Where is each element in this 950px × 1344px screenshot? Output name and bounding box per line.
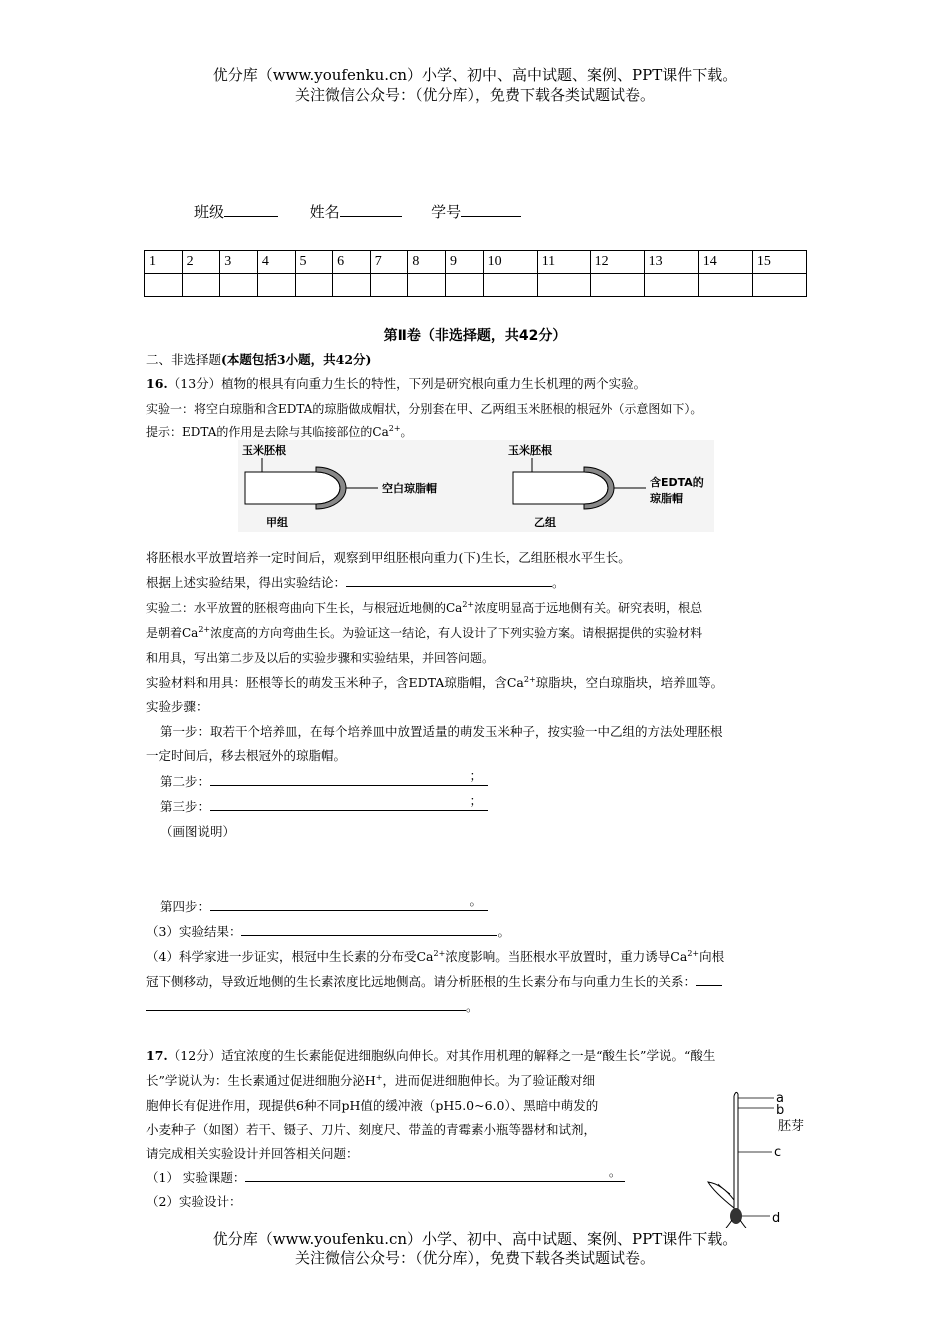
materials-b: 琼脂块，空白琼脂块，培养皿等。: [535, 675, 724, 690]
hint-end: 。: [400, 425, 413, 439]
answer-number-cell: 3: [220, 251, 258, 274]
label-c: c: [774, 1145, 782, 1160]
answer-number-cell: 2: [182, 251, 220, 274]
q16-exp2-line1: [146, 596, 702, 620]
result-blank[interactable]: [241, 921, 497, 936]
step3-blank[interactable]: [210, 793, 488, 811]
materials-a: 实验材料和用具：胚根等长的萌发玉米种子，含EDTA琼脂帽，含Ca: [146, 675, 524, 690]
q16-step3: [160, 795, 488, 819]
q16-conclusion: [146, 571, 565, 595]
section-subtitle: [146, 348, 371, 372]
part4-c: 向根: [699, 949, 725, 964]
q16-intro-text: （13分）植物的根具有向重力生长的特性，下列是研究根向重力生长机理的两个实验。: [167, 376, 647, 391]
class-label: 班级: [194, 203, 225, 221]
q17-line2: [146, 1069, 595, 1093]
hint-sup: 2+: [388, 424, 401, 433]
right-cap-label-2: 琼脂帽: [650, 492, 683, 505]
q16-intro: [146, 372, 646, 396]
item1-period: 。: [608, 1164, 622, 1179]
answer-blank-cell[interactable]: [295, 274, 333, 297]
answer-number-cell: 13: [644, 251, 698, 274]
exp2-line2-b: 浓度高的方向弯曲生长。为验证这一结论，有人设计了下列实验方案。请根据提供的实验材料: [210, 626, 703, 640]
part4-b: 浓度影响。当胚根水平放置时，重力诱导Ca: [445, 949, 688, 964]
answer-blank-cell[interactable]: [537, 274, 590, 297]
q16-result: [146, 920, 510, 944]
exp2-text-a: 实验二：水平放置的胚根弯曲向下生长，与根冠近地侧的Ca: [146, 601, 463, 615]
right-cap-label-1: 含EDTA的: [650, 476, 704, 489]
answer-blank-cell[interactable]: [220, 274, 258, 297]
answer-blank-cell[interactable]: [370, 274, 408, 297]
q16-step2: [160, 770, 488, 794]
label-germ: 胚芽: [778, 1119, 805, 1134]
id-field[interactable]: [461, 202, 521, 217]
label-a: a: [776, 1091, 784, 1106]
q16-observation: 将胚根水平放置培养一定时间后，观察到甲组胚根向重力(下)生长，乙组胚根水平生长。: [146, 550, 631, 565]
q16-step1-line1: 第一步：取若干个培养皿，在每个培养皿中放置适量的萌发玉米种子，按实验一中乙组的方法处理胚根: [160, 724, 723, 739]
step3-label: 第三步：: [160, 799, 211, 814]
step2-semicolon: ；: [469, 768, 483, 783]
answer-blank-cell[interactable]: [752, 274, 806, 297]
step4-period: 。: [469, 893, 483, 908]
step2-blank[interactable]: [210, 768, 488, 786]
subtitle-prefix: 二、非选择题: [146, 352, 222, 367]
exp2-line2-sup: 2+: [198, 625, 211, 634]
left-cap-label: 空白琼脂帽: [382, 482, 437, 495]
answer-number-row: [145, 251, 807, 274]
q16-exp2-line2: [146, 621, 702, 645]
result-period: 。: [497, 924, 510, 939]
answer-blank-cell[interactable]: [408, 274, 446, 297]
part4-sup-2: 2+: [687, 948, 700, 958]
q16-part4-line3: [146, 995, 479, 1019]
q16-draw-note: （画图说明）: [160, 824, 236, 839]
name-label: 姓名: [309, 203, 340, 221]
label-b: b: [776, 1103, 785, 1118]
step4-blank[interactable]: [210, 893, 488, 911]
answer-blank-cell[interactable]: [698, 274, 752, 297]
item1-blank[interactable]: [245, 1164, 625, 1182]
class-field[interactable]: [224, 202, 278, 217]
answer-number-cell: 11: [537, 251, 590, 274]
student-info: [194, 201, 521, 222]
header-line-2: 关注微信公众号：（优分库），免费下载各类试题试卷。: [294, 86, 655, 104]
materials-sup: 2+: [523, 674, 536, 684]
answer-number-cell: 6: [333, 251, 371, 274]
answer-number-cell: 14: [698, 251, 752, 274]
answer-number-cell: 4: [257, 251, 295, 274]
result-label: （3）实验结果：: [146, 924, 242, 939]
q17-item2: （2）实验设计：: [146, 1194, 242, 1209]
q17-line3: 胞伸长有促进作用，现提供6种不同pH值的缓冲液（pH5.0~6.0）、黑暗中萌发的: [146, 1098, 599, 1113]
q16-exp1: 实验一：将空白琼脂和含EDTA的琼脂做成帽状，分别套在甲、乙两组玉米胚根的根冠外（示意图如下）。: [146, 402, 703, 416]
conclusion-period: 。: [552, 575, 565, 590]
q17-line2-a: 长”学说认为：生长素通过促进细胞分泌H: [146, 1073, 376, 1088]
wheat-seedling-figure: [700, 1088, 812, 1228]
answer-number-cell: 12: [590, 251, 644, 274]
q17-line1: [146, 1044, 715, 1068]
part4-blank-b[interactable]: [146, 996, 466, 1011]
q16-exp2-line3: 和用具，写出第二步及以后的实验步骤和实验结果，并回答问题。: [146, 651, 495, 665]
part4-blank-a[interactable]: [696, 971, 722, 986]
exp2-line2-a: 是朝着Ca: [146, 626, 199, 640]
q17-line5: 请完成相关实验设计并回答相关问题：: [146, 1146, 359, 1161]
q17-line1-text: （12分）适宜浓度的生长素能促进细胞纵向伸长。对其作用机理的解释之一是“酸生长”学说。“酸生: [167, 1048, 716, 1063]
header-line-1: 优分库（www.youfenku.cn）小学、初中、高中试题、案例、PPT课件下载。: [212, 66, 738, 84]
q16-step4: [160, 895, 488, 919]
q16-steps-label: 实验步骤：: [146, 699, 209, 714]
q16-step1-line2: 一定时间后，移去根冠外的琼脂帽。: [146, 748, 347, 763]
step3-semicolon: ；: [469, 793, 483, 808]
answer-blank-cell[interactable]: [333, 274, 371, 297]
answer-blank-row: [145, 274, 807, 297]
answer-blank-cell[interactable]: [145, 274, 183, 297]
left-root-label: 玉米胚根: [242, 444, 286, 457]
answer-blank-cell[interactable]: [446, 274, 484, 297]
step4-label: 第四步：: [160, 899, 211, 914]
root-cap-figure: [238, 440, 714, 532]
answer-number-cell: 5: [295, 251, 333, 274]
exp2-sup: 2+: [462, 600, 475, 609]
answer-number-cell: 15: [752, 251, 806, 274]
part4-line2-text: 冠下侧移动，导致近地侧的生长素浓度比远地侧高。请分析胚根的生长素分布与向重力生长的关系：: [146, 974, 697, 989]
q17-line4: 小麦种子（如图）若干、镊子、刀片、刻度尺、带盖的青霉素小瓶等器材和试剂，: [146, 1122, 597, 1137]
item1-label: （1） 实验课题：: [146, 1170, 246, 1185]
id-label: 学号: [431, 203, 462, 221]
answer-blank-cell[interactable]: [182, 274, 220, 297]
conclusion-blank[interactable]: [346, 572, 552, 587]
footer-line-2: 关注微信公众号：（优分库），免费下载各类试题试卷。: [294, 1249, 655, 1267]
part4-period: 。: [466, 999, 479, 1014]
label-d: d: [772, 1211, 781, 1226]
q16-part4-line2: [146, 970, 722, 994]
answer-number-cell: 9: [446, 251, 484, 274]
answer-blank-cell[interactable]: [644, 274, 698, 297]
subtitle-bold: (本题包括3小题，共42分): [221, 352, 372, 367]
q16-materials: [146, 671, 723, 695]
q17-number: 17.: [146, 1048, 168, 1063]
answer-blank-cell[interactable]: [483, 274, 537, 297]
answer-number-cell: 1: [145, 251, 183, 274]
footer-line-1: 优分库（www.youfenku.cn）小学、初中、高中试题、案例、PPT课件下载。: [212, 1230, 738, 1248]
right-root-label: 玉米胚根: [508, 444, 552, 457]
group-b-label: 乙组: [534, 516, 556, 529]
answer-table: [144, 250, 807, 297]
answer-number-cell: 10: [483, 251, 537, 274]
part4-a: （4）科学家进一步证实，根冠中生长素的分布受Ca: [146, 949, 434, 964]
step2-label: 第二步：: [160, 774, 211, 789]
q17-line2-b: ，进而促进细胞伸长。为了验证酸对细: [382, 1073, 596, 1088]
group-a-label: 甲组: [266, 516, 288, 529]
answer-number-cell: 8: [408, 251, 446, 274]
q16-part4-line1: [146, 945, 724, 969]
conclusion-label: 根据上述实验结果，得出实验结论：: [146, 575, 347, 590]
part4-sup-1: 2+: [433, 948, 446, 958]
exp2-text-b: 浓度明显高于远地侧有关。研究表明，根总: [474, 601, 703, 615]
answer-blank-cell[interactable]: [590, 274, 644, 297]
answer-blank-cell[interactable]: [257, 274, 295, 297]
section-title: 第Ⅱ卷（非选择题，共42分）: [383, 328, 567, 344]
answer-number-cell: 7: [370, 251, 408, 274]
q16-number: 16.: [146, 376, 168, 391]
q17-sup: +: [375, 1072, 383, 1082]
name-field[interactable]: [340, 202, 402, 217]
hint-text: 提示：EDTA的作用是去除与其临接部位的Ca: [146, 425, 389, 439]
q17-item1: [146, 1166, 625, 1190]
